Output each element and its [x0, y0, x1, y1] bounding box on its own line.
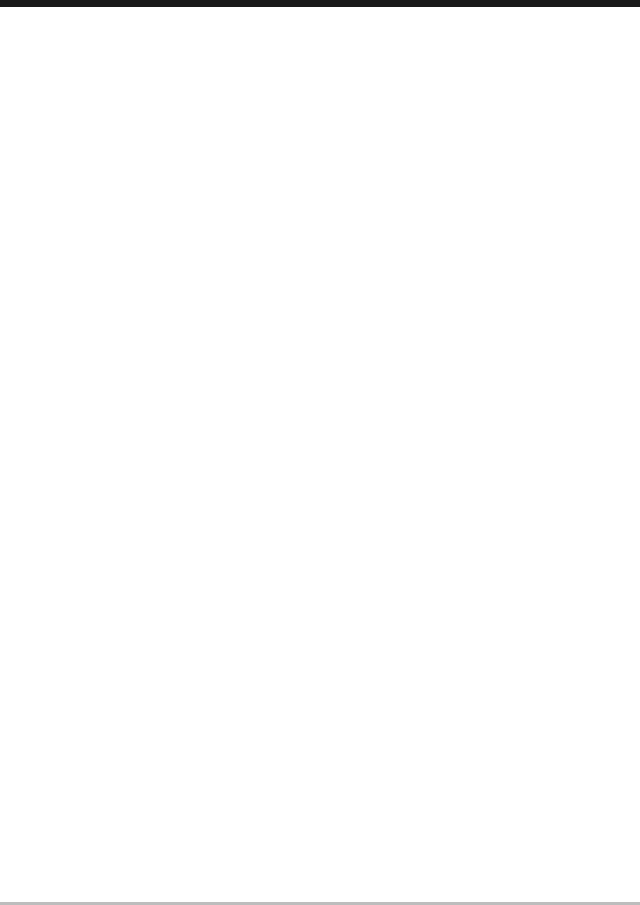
scan-border-top — [0, 0, 640, 7]
